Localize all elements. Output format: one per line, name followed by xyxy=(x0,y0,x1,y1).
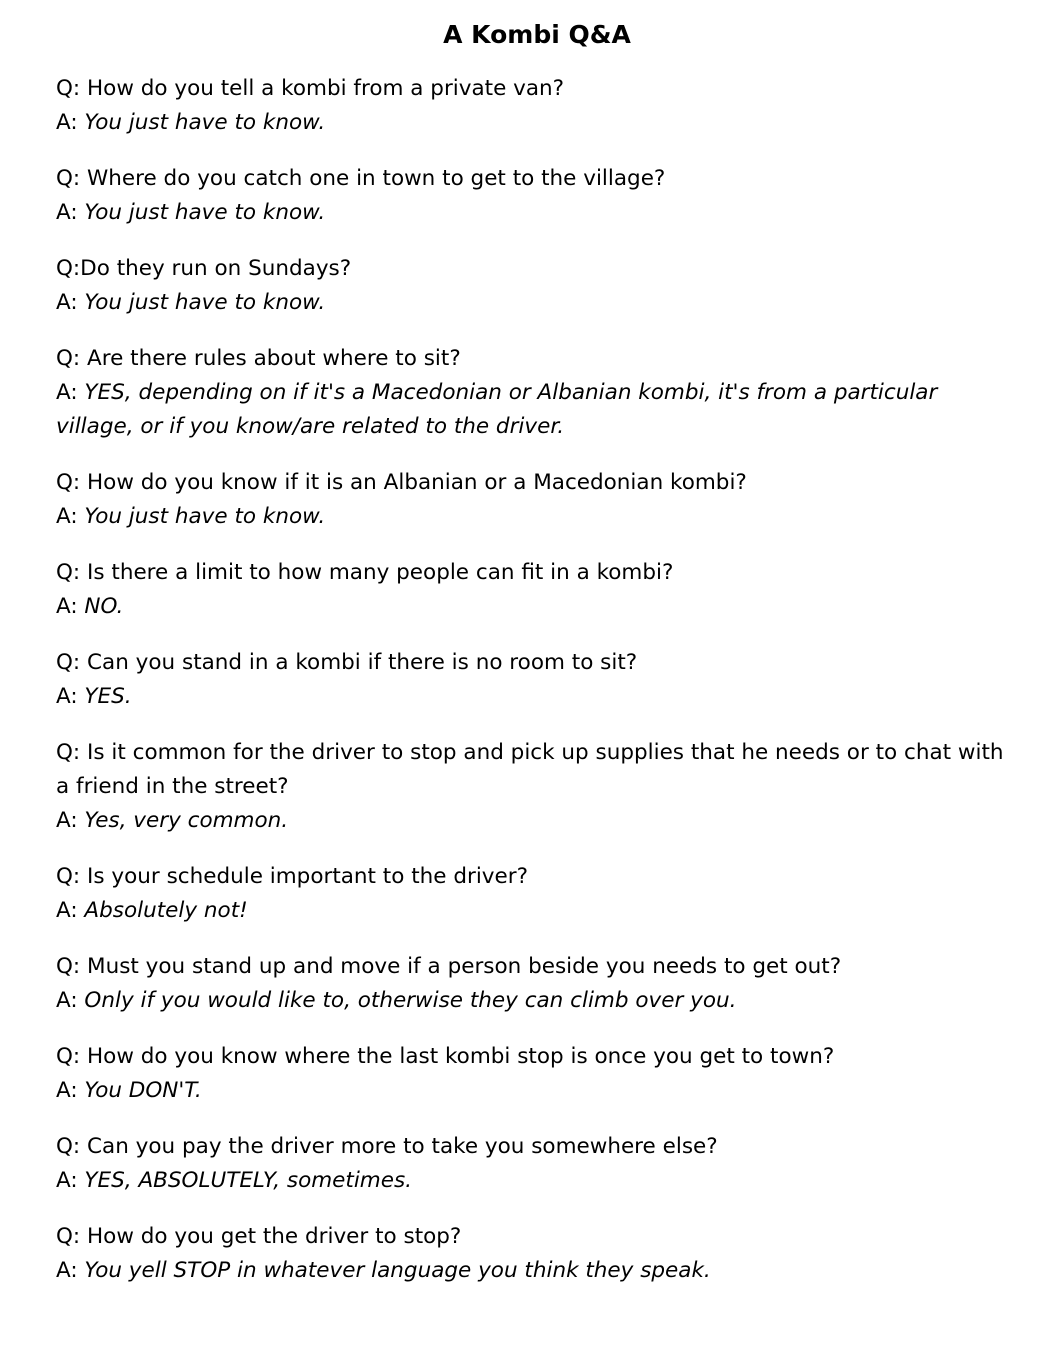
question-text: Where do you catch one in town to get to the village? xyxy=(87,166,666,191)
question-prefix: Q: xyxy=(56,740,88,765)
answer-line xyxy=(56,1164,1008,1198)
question-prefix: Q: xyxy=(56,864,88,889)
qa-item xyxy=(56,466,1008,534)
question-text: Is your schedule important to the driver? xyxy=(87,864,529,889)
answer-prefix: A: xyxy=(56,1168,85,1193)
answer-prefix: A: xyxy=(56,380,85,405)
answer-text: YES, ABSOLUTELY, sometimes. xyxy=(84,1168,413,1193)
answer-prefix: A: xyxy=(56,1258,85,1283)
answer-line xyxy=(56,196,1008,230)
question-text: How do you know where the last kombi stop is once you get to town? xyxy=(87,1044,835,1069)
answer-text: You DON'T. xyxy=(84,1078,202,1103)
question-text: Can you pay the driver more to take you somewhere else? xyxy=(87,1134,718,1159)
answer-line xyxy=(56,1254,1008,1288)
qa-item xyxy=(56,1040,1008,1108)
answer-prefix: A: xyxy=(56,594,85,619)
question-text: Is there a limit to how many people can fit in a kombi? xyxy=(87,560,674,585)
question-line xyxy=(56,1040,1008,1074)
question-line xyxy=(56,950,1008,984)
qa-item xyxy=(56,736,1008,838)
answer-text: YES. xyxy=(84,684,132,709)
qa-item xyxy=(56,1220,1008,1288)
answer-prefix: A: xyxy=(56,684,85,709)
question-line xyxy=(56,252,1008,286)
answer-line xyxy=(56,590,1008,624)
question-prefix: Q: xyxy=(56,1224,88,1249)
question-prefix: Q: xyxy=(56,76,88,101)
question-text: Must you stand up and move if a person beside you needs to get out? xyxy=(87,954,842,979)
question-prefix: Q: xyxy=(56,166,88,191)
question-line xyxy=(56,162,1008,196)
answer-line xyxy=(56,376,1008,444)
question-prefix: Q: xyxy=(56,650,88,675)
question-line xyxy=(56,646,1008,680)
qa-item xyxy=(56,72,1008,140)
question-prefix: Q: xyxy=(56,1134,88,1159)
question-text: How do you know if it is an Albanian or a Macedonian kombi? xyxy=(87,470,747,495)
qa-item xyxy=(56,860,1008,928)
question-line xyxy=(56,1130,1008,1164)
qa-item xyxy=(56,342,1008,444)
answer-prefix: A: xyxy=(56,808,85,833)
answer-prefix: A: xyxy=(56,110,85,135)
question-line xyxy=(56,342,1008,376)
question-prefix: Q: xyxy=(56,470,88,495)
question-text: How do you tell a kombi from a private van? xyxy=(87,76,565,101)
answer-text: NO. xyxy=(84,594,124,619)
answer-line xyxy=(56,1074,1008,1108)
qa-item xyxy=(56,162,1008,230)
answer-line xyxy=(56,500,1008,534)
question-text: Do they run on Sundays? xyxy=(80,256,352,281)
question-prefix: Q: xyxy=(56,1044,88,1069)
question-prefix: Q: xyxy=(56,954,88,979)
answer-line xyxy=(56,286,1008,320)
answer-text: You just have to know. xyxy=(84,504,326,529)
qa-item xyxy=(56,950,1008,1018)
answer-text: You just have to know. xyxy=(84,290,326,315)
question-text: Can you stand in a kombi if there is no room to sit? xyxy=(87,650,638,675)
question-text: How do you get the driver to stop? xyxy=(87,1224,462,1249)
answer-prefix: A: xyxy=(56,290,85,315)
question-line xyxy=(56,736,1008,804)
answer-text: You yell STOP in whatever language you think they speak. xyxy=(84,1258,711,1283)
question-line xyxy=(56,72,1008,106)
qa-item xyxy=(56,252,1008,320)
qa-item xyxy=(56,556,1008,624)
answer-text: YES, depending on if it's a Macedonian or Albanian kombi, it's from a particular village, or if you know/are related to the driver. xyxy=(56,380,938,439)
answer-text: Yes, very common. xyxy=(84,808,289,833)
answer-prefix: A: xyxy=(56,898,85,923)
qa-item xyxy=(56,1130,1008,1198)
question-line xyxy=(56,1220,1008,1254)
answer-line xyxy=(56,894,1008,928)
answer-line xyxy=(56,804,1008,838)
question-prefix: Q: xyxy=(56,256,81,281)
answer-prefix: A: xyxy=(56,1078,85,1103)
answer-text: You just have to know. xyxy=(84,200,326,225)
answer-line xyxy=(56,984,1008,1018)
answer-text: You just have to know. xyxy=(84,110,326,135)
question-line xyxy=(56,466,1008,500)
answer-prefix: A: xyxy=(56,504,85,529)
answer-text: Only if you would like to, otherwise they can climb over you. xyxy=(84,988,737,1013)
document-title: A Kombi Q&A xyxy=(443,20,631,49)
qa-item xyxy=(56,646,1008,714)
answer-prefix: A: xyxy=(56,200,85,225)
answer-prefix: A: xyxy=(56,988,85,1013)
qa-list xyxy=(56,72,1008,1288)
question-text: Is it common for the driver to stop and pick up supplies that he needs or to chat with a friend in the street? xyxy=(56,740,1004,799)
answer-text: Absolutely not! xyxy=(84,898,248,923)
question-line xyxy=(56,556,1008,590)
answer-line xyxy=(56,106,1008,140)
question-line xyxy=(56,860,1008,894)
question-prefix: Q: xyxy=(56,560,88,585)
question-text: Are there rules about where to sit? xyxy=(87,346,461,371)
question-prefix: Q: xyxy=(56,346,88,371)
answer-line xyxy=(56,680,1008,714)
